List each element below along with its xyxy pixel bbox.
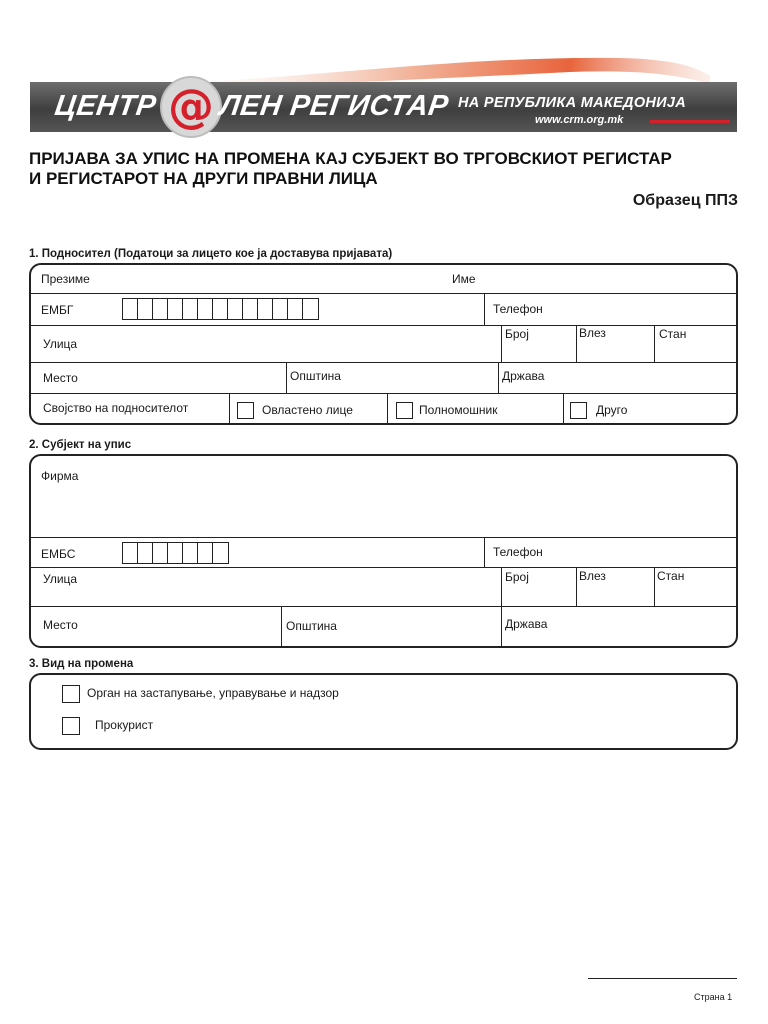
embs-label: ЕМБС [41, 547, 76, 561]
proxy-label: Полномошник [419, 403, 498, 417]
section1-heading: 1. Подносител (Податоци за лицето кое ја доставува пријавата) [29, 248, 393, 260]
section2-heading: 2. Субјект на упис [29, 439, 132, 451]
capacity-label: Својство на подносителот [43, 401, 189, 415]
other-label: Друго [596, 403, 628, 417]
firm-country-label: Држава [505, 617, 548, 631]
brand-subtitle: НА РЕПУБЛИКА МАКЕДОНИЈА [458, 95, 687, 111]
procurist-label: Прокурист [95, 718, 154, 732]
entrance-label: Влез [579, 326, 606, 340]
firm-municipality-label: Општина [286, 619, 337, 633]
firm-number-label: Број [505, 570, 529, 584]
form-title-line2: И РЕГИСТАРОТ НА ДРУГИ ПРАВНИ ЛИЦА [29, 169, 378, 188]
section1-box [29, 263, 738, 425]
brand-accent-line [650, 120, 730, 123]
embs-input[interactable] [122, 542, 229, 564]
body-change-label: Орган на застапување, управување и надзор [87, 686, 339, 700]
brand-at-logo: @ [160, 76, 222, 138]
brand-name-right: ЛЕН РЕГИСТАР [217, 90, 451, 122]
proxy-checkbox[interactable] [396, 402, 413, 419]
place-label: Место [43, 371, 78, 385]
firm-street-label: Улица [43, 572, 78, 586]
procurist-checkbox[interactable] [62, 717, 80, 735]
phone-label: Телефон [493, 302, 543, 316]
street-label: Улица [43, 337, 78, 351]
name-label: Име [452, 272, 476, 286]
section3-heading: 3. Вид на промена [29, 658, 134, 670]
brand-url: www.crm.org.mk [535, 114, 624, 126]
municipality-label: Општина [290, 369, 341, 383]
surname-label: Презиме [41, 272, 90, 286]
form-title-line1: ПРИЈАВА ЗА УПИС НА ПРОМЕНА КАЈ СУБЈЕКТ ВО ТРГОВСКИОТ РЕГИСТАР [29, 149, 672, 168]
embg-input[interactable] [122, 298, 319, 320]
authorized-checkbox[interactable] [237, 402, 254, 419]
firm-label: Фирма [41, 469, 79, 483]
country-label: Држава [502, 369, 545, 383]
firm-entrance-label: Влез [579, 569, 606, 583]
firm-phone-label: Телефон [493, 545, 543, 559]
firm-apartment-label: Стан [657, 569, 685, 583]
embg-label: ЕМБГ [41, 303, 74, 317]
form-code: Образец ППЗ [632, 192, 738, 209]
authorized-label: Овластено лице [262, 403, 353, 417]
brand-name-left: ЦЕНТР [52, 90, 159, 122]
other-checkbox[interactable] [570, 402, 587, 419]
number-label: Број [505, 327, 529, 341]
body-change-checkbox[interactable] [62, 685, 80, 703]
firm-place-label: Место [43, 618, 78, 632]
page-number: Страна 1 [694, 992, 733, 1002]
section2-box [29, 454, 738, 648]
section3-box [29, 673, 738, 750]
apartment-label: Стан [659, 327, 687, 341]
footer-line [588, 978, 737, 979]
